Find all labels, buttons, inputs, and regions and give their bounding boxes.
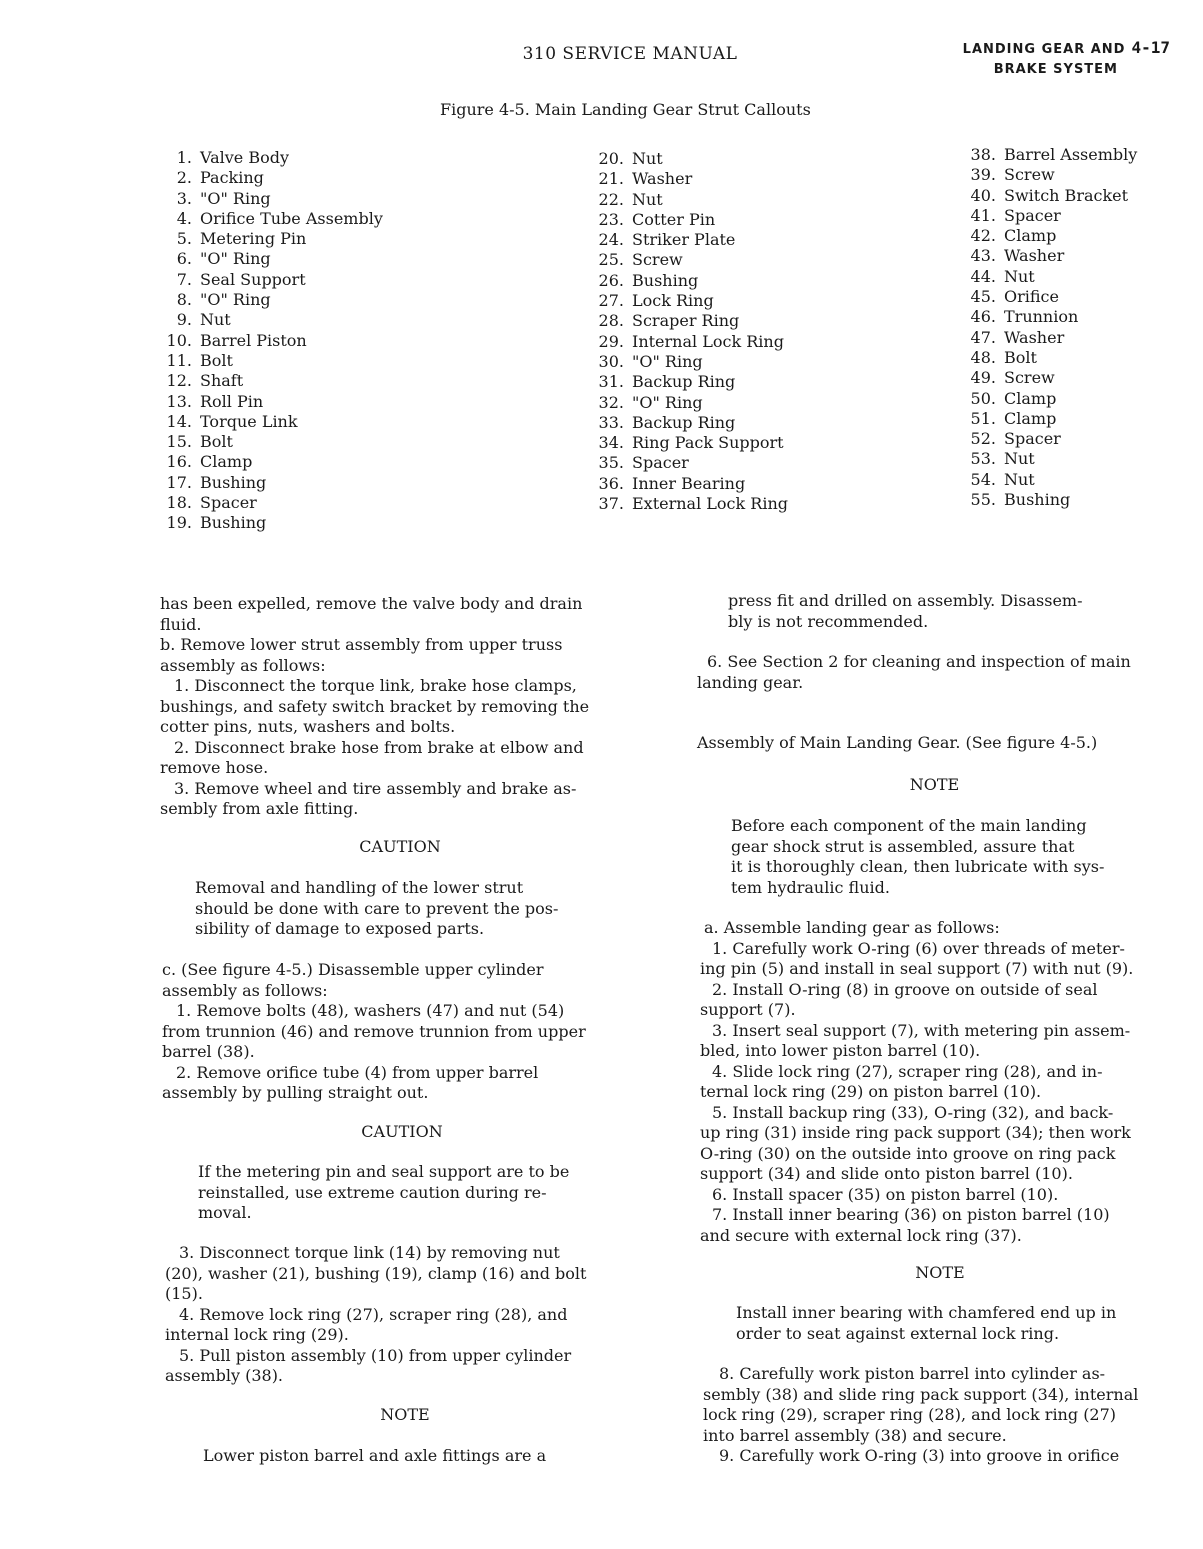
callout-number: 46. <box>970 307 996 327</box>
callout-item <box>158 270 383 290</box>
note-heading: NOTE <box>380 1405 430 1424</box>
callout-label: Inner Bearing <box>632 473 746 493</box>
note-box-2 <box>736 1303 1186 1344</box>
callout-label: Bushing <box>200 513 267 533</box>
text-line: Removal and handling of the lower strut <box>195 878 524 897</box>
text-line: 1. Disconnect the torque link, brake hose clamps, <box>174 676 577 695</box>
callout-number: 32. <box>598 392 624 412</box>
text-line: sembly from axle fitting. <box>160 799 359 818</box>
callout-item <box>588 474 788 494</box>
note-heading: NOTE <box>909 775 960 794</box>
callout-number: 28. <box>598 311 624 331</box>
right-column-block-1 <box>697 652 1192 693</box>
callout-item <box>588 169 788 189</box>
callout-number: 11. <box>166 350 192 370</box>
text-line: Before each component of the main landing <box>731 816 1087 835</box>
callout-number: 1. <box>176 148 192 167</box>
callout-number: 38. <box>970 145 996 164</box>
text-line: 1. Remove bolts (48), washers (47) and nut (54) <box>176 1001 565 1020</box>
text-line: (15). <box>165 1284 203 1303</box>
text-line: O-ring (30) on the outside into groove on ring pack <box>700 1143 1116 1163</box>
callout-item <box>588 271 788 291</box>
callout-item <box>588 352 788 372</box>
callout-item <box>158 331 383 351</box>
callout-label: Spacer <box>632 453 689 473</box>
callout-label: Washer <box>1004 327 1065 347</box>
callout-label: Packing <box>200 168 264 188</box>
callout-label: Backup Ring <box>632 412 736 432</box>
callout-label: "O" Ring <box>632 351 703 371</box>
callout-number: 16. <box>166 452 192 472</box>
callout-item <box>158 209 383 229</box>
callout-number: 42. <box>970 226 996 246</box>
text-line: cotter pins, nuts, washers and bolts. <box>160 717 456 736</box>
callout-label: Bushing <box>1004 490 1071 510</box>
callout-label: Barrel Assembly <box>1004 145 1138 164</box>
text-line: up ring (31) inside ring pack support (34); then work <box>700 1123 1131 1142</box>
callout-label: Barrel Piston <box>200 330 307 350</box>
text-line: sembly (38) and slide ring pack support (34), internal <box>703 1384 1139 1404</box>
text-line: 8. Carefully work piston barrel into cylinder as- <box>719 1364 1106 1383</box>
text-line: tem hydraulic fluid. <box>731 877 890 897</box>
callout-number: 24. <box>598 230 624 250</box>
text-line: 4. Remove lock ring (27), scraper ring (28), and <box>179 1304 568 1324</box>
text-line: 9. Carefully work O-ring (3) into groove in orifice <box>719 1446 1120 1465</box>
text-line: b. Remove lower strut assembly from upper truss <box>160 635 563 654</box>
callout-label: Bushing <box>632 270 699 290</box>
section-header <box>900 38 1190 80</box>
callout-item <box>960 449 1137 469</box>
callout-label: Torque Link <box>200 411 298 431</box>
text-line: landing gear. <box>697 672 804 692</box>
callout-item <box>960 307 1137 327</box>
callout-item <box>158 148 383 168</box>
callout-number: 30. <box>598 351 624 371</box>
callout-number: 23. <box>598 209 624 229</box>
callout-number: 10. <box>166 330 192 350</box>
callout-label: Switch Bracket <box>1004 185 1129 205</box>
right-column-continuation <box>728 591 1188 632</box>
left-column-block-2 <box>162 960 642 1104</box>
figure-title: Figure 4-5. Main Landing Gear Strut Callouts <box>440 100 811 119</box>
section-title-line1: LANDING GEAR AND <box>962 42 1126 57</box>
text-line: should be done with care to prevent the pos- <box>195 898 559 918</box>
callout-item <box>960 165 1137 185</box>
note-box-left <box>203 1446 643 1467</box>
text-line: 2. Install O-ring (8) in groove on outside of seal <box>712 979 1098 999</box>
callout-label: Spacer <box>200 493 257 513</box>
callout-number: 9. <box>176 310 192 330</box>
callout-item <box>588 230 788 250</box>
text-line: 5. Install backup ring (33), O-ring (32), and back- <box>712 1102 1114 1122</box>
callout-number: 31. <box>598 372 624 392</box>
callout-number: 45. <box>970 287 996 307</box>
callout-number: 49. <box>970 368 996 388</box>
callout-item <box>960 389 1137 409</box>
callout-item <box>960 409 1137 429</box>
callout-number: 15. <box>166 432 192 452</box>
text-line: sibility of damage to exposed parts. <box>195 919 485 938</box>
callout-number: 22. <box>598 189 624 209</box>
callout-number: 36. <box>598 473 624 493</box>
callout-number: 26. <box>598 270 624 290</box>
callout-number: 18. <box>166 493 192 513</box>
text-line: bled, into lower piston barrel (10). <box>700 1041 981 1060</box>
callout-label: Backup Ring <box>632 372 736 392</box>
callout-label: Trunnion <box>1004 307 1079 327</box>
text-line: 5. Pull piston assembly (10) from upper cylinder <box>179 1345 572 1365</box>
text-line: ternal lock ring (29) on piston barrel (10). <box>700 1082 1042 1101</box>
callout-item <box>960 348 1137 368</box>
callout-item <box>588 413 788 433</box>
caution-heading: CAUTION <box>361 1122 443 1141</box>
callout-label: Clamp <box>1004 388 1057 408</box>
callout-number: 14. <box>166 411 192 431</box>
callout-item <box>158 189 383 209</box>
callout-item <box>158 371 383 391</box>
callout-label: "O" Ring <box>200 290 271 310</box>
callout-label: Nut <box>1004 469 1035 489</box>
text-line: 3. Insert seal support (7), with metering pin assem- <box>712 1020 1131 1040</box>
callout-number: 54. <box>970 469 996 489</box>
callout-number: 4. <box>176 208 192 228</box>
callout-number: 20. <box>598 149 624 168</box>
callout-label: Clamp <box>1004 408 1057 428</box>
text-line: it is thoroughly clean, then lubricate with sys- <box>731 857 1105 876</box>
callout-item <box>588 190 788 210</box>
callout-number: 34. <box>598 433 624 453</box>
callout-item <box>588 250 788 270</box>
text-line: press fit and drilled on assembly. Disassem- <box>728 591 1083 610</box>
callout-item <box>960 226 1137 246</box>
callout-item <box>588 210 788 230</box>
text-line: assembly as follows: <box>160 655 326 675</box>
callout-item <box>158 412 383 432</box>
callout-number: 25. <box>598 250 624 270</box>
callout-item <box>588 311 788 331</box>
callout-label: Seal Support <box>200 269 306 289</box>
callout-item <box>960 490 1137 510</box>
text-line: barrel (38). <box>162 1042 255 1061</box>
callout-item <box>960 368 1137 388</box>
text-line: a. Assemble landing gear as follows: <box>704 918 1000 937</box>
callout-item <box>960 429 1137 449</box>
callout-label: Roll Pin <box>200 391 264 411</box>
callout-number: 33. <box>598 412 624 432</box>
note-box-1 <box>731 816 1181 898</box>
callout-label: Internal Lock Ring <box>632 331 784 351</box>
callout-item <box>588 433 788 453</box>
caution-box-2 <box>198 1162 638 1224</box>
callout-item <box>960 470 1137 490</box>
callout-number: 13. <box>166 391 192 411</box>
callout-item <box>158 432 383 452</box>
callout-label: Metering Pin <box>200 229 307 249</box>
text-line: bly is not recommended. <box>728 611 929 631</box>
callout-number: 29. <box>598 331 624 351</box>
callout-number: 2. <box>176 168 192 188</box>
note-heading: NOTE <box>915 1263 965 1282</box>
callout-label: Bolt <box>200 350 233 370</box>
callout-item <box>158 473 383 493</box>
callout-label: Bolt <box>200 432 233 452</box>
callout-item <box>588 372 788 392</box>
callout-label: Bushing <box>200 472 267 492</box>
callout-number: 51. <box>970 408 996 428</box>
callout-label: Valve Body <box>200 148 290 167</box>
callout-number: 8. <box>176 290 192 310</box>
callout-number: 39. <box>970 165 996 185</box>
callout-item <box>960 186 1137 206</box>
text-line: support (34) and slide onto piston barrel (10). <box>700 1164 1073 1183</box>
callout-number: 5. <box>176 229 192 249</box>
callout-label: Nut <box>632 189 663 209</box>
callout-item <box>588 393 788 413</box>
callout-label: Screw <box>632 250 683 270</box>
callout-label: "O" Ring <box>200 188 271 208</box>
text-line: ing pin (5) and install in seal support (7) with nut (9). <box>700 959 1134 978</box>
text-line: assembly as follows: <box>162 980 328 1000</box>
callout-item <box>158 513 383 533</box>
text-line: 3. Remove wheel and tire assembly and brake as- <box>174 778 577 798</box>
text-line: 4. Slide lock ring (27), scraper ring (28), and in- <box>712 1061 1103 1081</box>
callout-item <box>960 206 1137 226</box>
callout-number: 55. <box>970 490 996 510</box>
callout-number: 43. <box>970 246 996 266</box>
callout-column-3 <box>960 145 1137 510</box>
text-line: reinstalled, use extreme caution during re- <box>198 1182 547 1202</box>
section-title-line2: BRAKE SYSTEM <box>993 62 1118 77</box>
right-column-block-3 <box>703 1364 1198 1467</box>
callout-label: Orifice Tube Assembly <box>200 208 383 228</box>
callout-label: Washer <box>632 169 693 189</box>
text-line: c. (See figure 4-5.) Disassemble upper cylinder <box>162 960 544 979</box>
callout-item <box>158 392 383 412</box>
text-line: 7. Install inner bearing (36) on piston barrel (10) <box>712 1205 1110 1224</box>
callout-label: Nut <box>1004 266 1035 286</box>
callout-number: 44. <box>970 266 996 286</box>
callout-column-1 <box>158 148 383 534</box>
callout-label: Cotter Pin <box>632 209 716 229</box>
callout-number: 37. <box>598 494 624 514</box>
left-column-block-3 <box>165 1243 645 1387</box>
text-line: support (7). <box>700 1000 796 1019</box>
left-column-block-1 <box>160 594 640 820</box>
callout-item <box>588 494 788 514</box>
text-line: 6. Install spacer (35) on piston barrel (10). <box>712 1184 1059 1204</box>
text-line: moval. <box>198 1203 252 1222</box>
text-line: If the metering pin and seal support are to be <box>198 1162 570 1181</box>
text-line: (20), washer (21), bushing (19), clamp (16) and bolt <box>165 1263 587 1283</box>
text-line: assembly (38). <box>165 1366 284 1385</box>
callout-number: 48. <box>970 347 996 367</box>
callout-label: Spacer <box>1004 205 1061 225</box>
callout-label: Lock Ring <box>632 291 714 311</box>
callout-number: 50. <box>970 388 996 408</box>
page-number: 4-17 <box>1131 38 1170 57</box>
text-line: 6. See Section 2 for cleaning and inspection of main <box>707 652 1131 671</box>
callout-number: 40. <box>970 185 996 205</box>
callout-label: "O" Ring <box>632 392 703 412</box>
caution-box-1 <box>195 878 635 940</box>
callout-label: Spacer <box>1004 429 1061 449</box>
callout-label: Shaft <box>200 371 244 391</box>
text-line: 3. Disconnect torque link (14) by removing nut <box>179 1243 560 1262</box>
callout-number: 19. <box>166 513 192 533</box>
text-line: 2. Remove orifice tube (4) from upper barrel <box>176 1062 539 1082</box>
callout-item <box>960 267 1137 287</box>
text-line: fluid. <box>160 614 202 634</box>
callout-label: Nut <box>200 310 231 330</box>
callout-number: 12. <box>166 371 192 391</box>
callout-item <box>158 310 383 330</box>
text-line: Install inner bearing with chamfered end up in <box>736 1303 1117 1322</box>
text-line: remove hose. <box>160 758 269 777</box>
callout-label: Bolt <box>1004 347 1037 367</box>
text-line: assembly by pulling straight out. <box>162 1083 429 1102</box>
callout-number: 41. <box>970 205 996 225</box>
text-line: 2. Disconnect brake hose from brake at elbow and <box>174 737 584 757</box>
callout-item <box>158 452 383 472</box>
callout-item <box>588 332 788 352</box>
callout-number: 6. <box>176 249 192 269</box>
callout-label: Scraper Ring <box>632 311 740 331</box>
callout-column-2 <box>588 149 788 514</box>
section-heading: Assembly of Main Landing Gear. (See figure 4-5.) <box>697 733 1098 752</box>
callout-item <box>588 291 788 311</box>
callout-number: 3. <box>176 188 192 208</box>
text-line: and secure with external lock ring (37). <box>700 1225 1022 1245</box>
callout-item <box>588 453 788 473</box>
callout-label: "O" Ring <box>200 249 271 269</box>
callout-number: 53. <box>970 449 996 469</box>
callout-item <box>588 149 788 169</box>
callout-number: 35. <box>598 453 624 473</box>
callout-item <box>158 249 383 269</box>
callout-item <box>158 168 383 188</box>
right-column-block-2 <box>700 918 1198 1246</box>
callout-item <box>960 328 1137 348</box>
callout-label: Screw <box>1004 368 1055 388</box>
text-line: order to seat against external lock ring. <box>736 1323 1060 1343</box>
callout-number: 47. <box>970 327 996 347</box>
callout-number: 27. <box>598 291 624 311</box>
text-line: gear shock strut is assembled, assure that <box>731 836 1075 856</box>
callout-item <box>158 290 383 310</box>
text-line: 1. Carefully work O-ring (6) over threads of meter- <box>712 938 1125 958</box>
callout-label: Nut <box>1004 449 1035 469</box>
text-line: lock ring (29), scraper ring (28), and lock ring (27) <box>703 1405 1117 1424</box>
text-line: internal lock ring (29). <box>165 1325 349 1344</box>
text-line: from trunnion (46) and remove trunnion from upper <box>162 1021 586 1041</box>
callout-number: 21. <box>598 169 624 189</box>
callout-number: 52. <box>970 429 996 449</box>
callout-label: Clamp <box>1004 226 1057 246</box>
callout-label: Screw <box>1004 165 1055 185</box>
callout-label: Ring Pack Support <box>632 433 784 453</box>
text-line: bushings, and safety switch bracket by removing the <box>160 696 590 716</box>
callout-item <box>960 145 1137 165</box>
text-line: into barrel assembly (38) and secure. <box>703 1425 1007 1445</box>
manual-title: 310 SERVICE MANUAL <box>522 44 738 64</box>
callout-item <box>960 246 1137 266</box>
callout-label: Nut <box>632 149 663 168</box>
callout-item <box>158 493 383 513</box>
callout-number: 7. <box>176 269 192 289</box>
callout-number: 17. <box>166 472 192 492</box>
caution-heading: CAUTION <box>359 837 441 856</box>
callout-item <box>158 351 383 371</box>
text-line: has been expelled, remove the valve body and drain <box>160 594 583 613</box>
callout-label: Clamp <box>200 452 253 472</box>
callout-label: Orifice <box>1004 287 1059 307</box>
callout-label: External Lock Ring <box>632 494 789 514</box>
callout-item <box>960 287 1137 307</box>
callout-label: Washer <box>1004 246 1065 266</box>
text-line: Lower piston barrel and axle fittings are a <box>203 1446 547 1465</box>
callout-item <box>158 229 383 249</box>
callout-label: Striker Plate <box>632 230 736 250</box>
